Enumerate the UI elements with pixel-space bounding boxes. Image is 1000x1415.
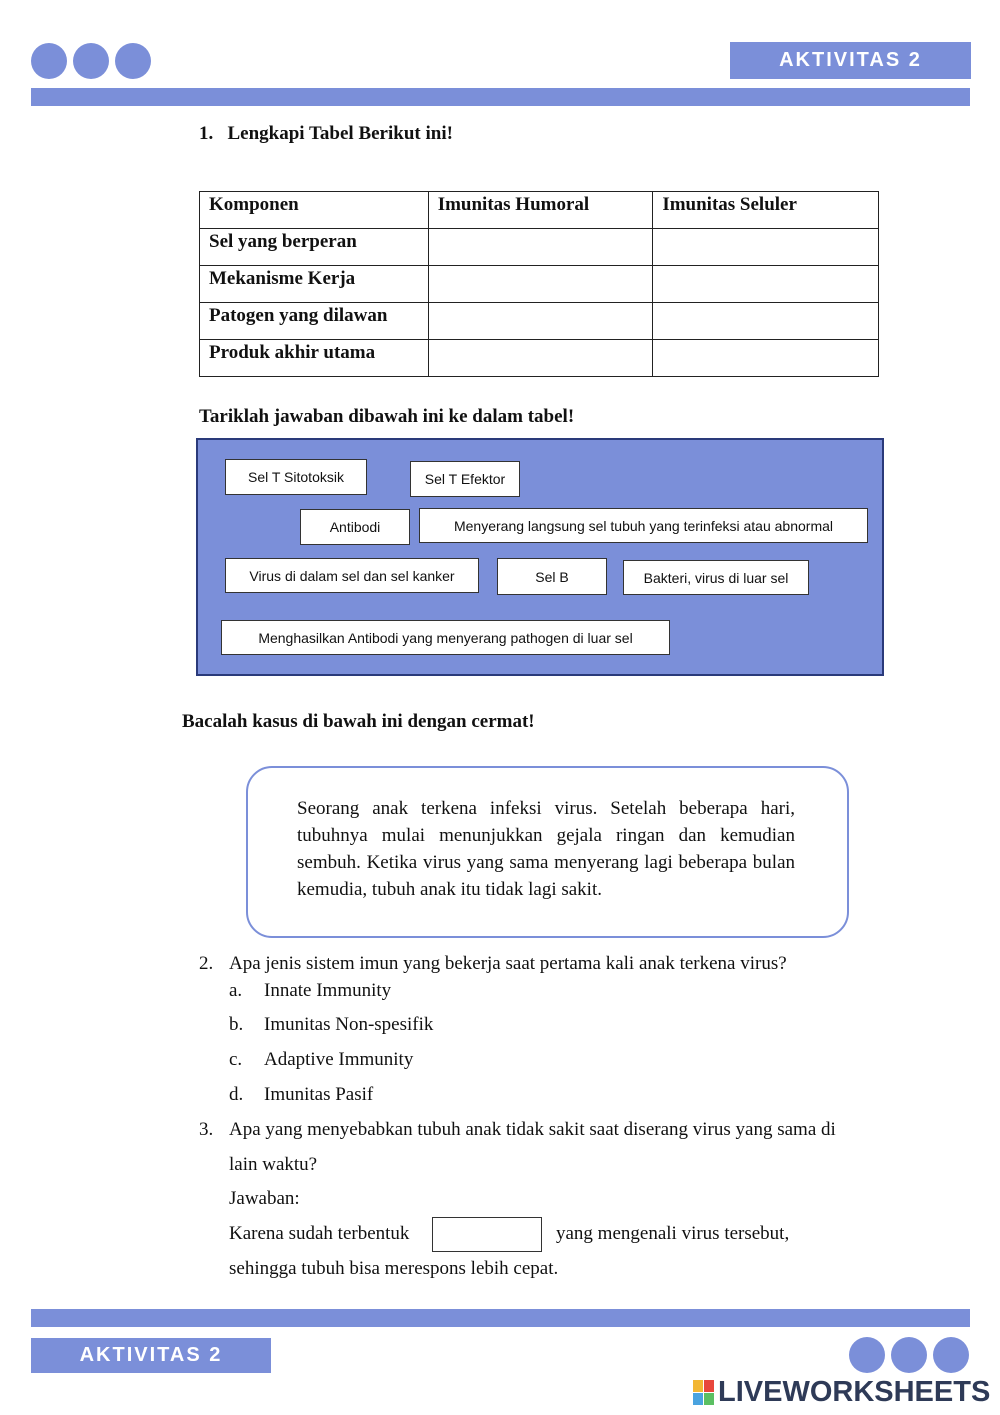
immunity-table xyxy=(199,191,879,377)
option-a-letter: a. xyxy=(229,980,243,1001)
drop-cell-seluler-patogen[interactable] xyxy=(653,303,879,340)
drag-instruction: Tariklah jawaban dibawah ini ke dalam tabel! xyxy=(199,406,575,427)
question2-number: 2. xyxy=(199,953,214,974)
table-header-humoral: Imunitas Humoral xyxy=(428,192,653,229)
footer-activity-tag: AKTIVITAS 2 xyxy=(31,1338,271,1373)
drop-cell-humoral-produk[interactable] xyxy=(428,340,653,377)
header-activity-tag: AKTIVITAS 2 xyxy=(730,42,971,79)
case-text: Seorang anak terkena infeksi virus. Setelah beberapa hari, tubuhnya mulai menunjukkan gejala ringan dan kemudian sembuh. Ketika virus yang sama menyerang lagi beberapa bulan kemudia, tubuh anak itu tidak lagi sakit. xyxy=(297,798,795,900)
table-row xyxy=(200,340,879,377)
row-label-mekanisme: Mekanisme Kerja xyxy=(200,266,429,303)
chip-sel-t-efektor[interactable]: Sel T Efektor xyxy=(410,461,520,497)
drop-cell-seluler-mekanisme[interactable] xyxy=(653,266,879,303)
drop-cell-humoral-patogen[interactable] xyxy=(428,303,653,340)
header-dot-3 xyxy=(115,43,151,79)
header-dot-2 xyxy=(73,43,109,79)
chip-menyerang-langsung[interactable]: Menyerang langsung sel tubuh yang terinfeksi atau abnormal xyxy=(419,508,868,543)
question3-text-line2: lain waktu? xyxy=(229,1154,318,1175)
option-b-letter: b. xyxy=(229,1014,244,1035)
footer-dot-3 xyxy=(933,1337,969,1373)
row-label-patogen: Patogen yang dilawan xyxy=(200,303,429,340)
table-row xyxy=(200,303,879,340)
chip-bakteri-virus-luar[interactable]: Bakteri, virus di luar sel xyxy=(623,560,809,595)
drop-cell-seluler-produk[interactable] xyxy=(653,340,879,377)
header-dot-1 xyxy=(31,43,67,79)
footer-dot-2 xyxy=(891,1337,927,1373)
question3-answer-label: Jawaban: xyxy=(229,1188,300,1209)
question3-answer-input[interactable] xyxy=(432,1217,542,1252)
question3-answer-after: yang mengenali virus tersebut, xyxy=(556,1223,790,1244)
table-row xyxy=(200,266,879,303)
option-d[interactable]: Imunitas Pasif xyxy=(264,1084,374,1105)
question3-number: 3. xyxy=(199,1119,214,1140)
chip-antibodi[interactable]: Antibodi xyxy=(300,509,410,545)
option-c[interactable]: Adaptive Immunity xyxy=(264,1049,414,1070)
option-b[interactable]: Imunitas Non-spesifik xyxy=(264,1014,434,1035)
table-header-seluler: Imunitas Seluler xyxy=(653,192,879,229)
chip-virus-dalam-sel[interactable]: Virus di dalam sel dan sel kanker xyxy=(225,558,479,593)
question3-answer-before: Karena sudah terbentuk xyxy=(229,1223,410,1244)
question2-text: Apa jenis sistem imun yang bekerja saat pertama kali anak terkena virus? xyxy=(229,953,787,974)
option-d-letter: d. xyxy=(229,1084,244,1105)
section1-heading xyxy=(199,123,453,145)
table-header-row xyxy=(200,192,879,229)
drop-cell-humoral-sel[interactable] xyxy=(428,229,653,266)
table-row xyxy=(200,229,879,266)
liveworksheets-mark-icon xyxy=(693,1380,715,1406)
question3-answer-line2: sehingga tubuh bisa merespons lebih cepat. xyxy=(229,1258,559,1279)
option-a[interactable]: Innate Immunity xyxy=(264,980,392,1001)
row-label-produk: Produk akhir utama xyxy=(200,340,429,377)
drop-cell-humoral-mekanisme[interactable] xyxy=(428,266,653,303)
liveworksheets-logo xyxy=(693,1376,990,1409)
question3-text-line1: Apa yang menyebabkan tubuh anak tidak sakit saat diserang virus yang sama di xyxy=(229,1119,836,1140)
liveworksheets-brand: LIVEWORKSHEETS xyxy=(718,1376,991,1408)
header-bar xyxy=(31,88,970,106)
row-label-sel-berperan: Sel yang berperan xyxy=(200,229,429,266)
section1-number: 1. xyxy=(199,123,214,144)
chip-sel-t-sitotoksik[interactable]: Sel T Sitotoksik xyxy=(225,459,367,495)
section1-title: Lengkapi Tabel Berikut ini! xyxy=(227,123,453,144)
footer-bar xyxy=(31,1309,970,1327)
case-instruction: Bacalah kasus di bawah ini dengan cermat! xyxy=(182,711,535,732)
chip-menghasilkan-antibodi[interactable]: Menghasilkan Antibodi yang menyerang pathogen di luar sel xyxy=(221,620,670,655)
table-header-komponen: Komponen xyxy=(200,192,429,229)
drop-cell-seluler-sel[interactable] xyxy=(653,229,879,266)
chip-sel-b[interactable]: Sel B xyxy=(497,558,607,595)
footer-dot-1 xyxy=(849,1337,885,1373)
option-c-letter: c. xyxy=(229,1049,243,1070)
